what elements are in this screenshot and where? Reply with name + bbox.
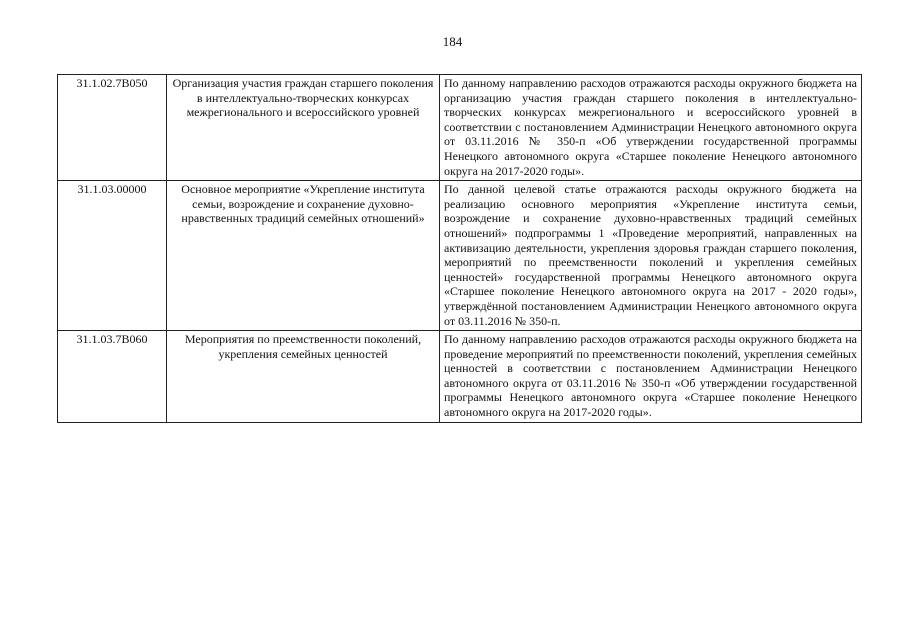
row-code: 31.1.02.7В050 — [58, 75, 167, 181]
row-name: Мероприятия по преемственности поколений, укрепления семейных ценностей — [167, 331, 440, 423]
budget-classification-table — [57, 74, 862, 423]
row-description: По данной целевой статье отражаются расходы окружного бюджета на реализацию основного мероприятия «Укрепление института семьи, возрождение и сохранение духовно-нравственных традиций семейных отношений» подпрограммы 1 «Проведение мероприятий, направленных на активизацию деятельности, укрепления здоровья граждан старшего поколения, мероприятий по преемственности поколений и укрепления семейных ценностей» государственной программы Ненецкого автономного округа «Старшее поколение Ненецкого автономного округа на 2017 - 2020 годы», утверждённой постановлением Администрации Ненецкого автономного округа от 03.11.2016 № 350-п. — [440, 181, 862, 331]
row-code: 31.1.03.00000 — [58, 181, 167, 331]
page-number: 184 — [442, 34, 463, 49]
row-name: Организация участия граждан старшего поколения в интеллектуально-творческих конкурсах межрегионального и всероссийского уровней — [167, 75, 440, 181]
row-description: По данному направлению расходов отражаются расходы окружного бюджета на проведение мероприятий по преемственности поколений, укрепления семейных ценностей в соответствии с постановлением Администрации Ненецкого автономного округа от 03.11.2016 № 350-п «Об утверждении государственной программы Ненецкого автономного округа «Старшее поколение Ненецкого автономного округа на 2017-2020 годы». — [440, 331, 862, 423]
table-row — [58, 331, 862, 423]
row-code: 31.1.03.7В060 — [58, 331, 167, 423]
table-row — [58, 75, 862, 181]
row-description: По данному направлению расходов отражаются расходы окружного бюджета на организацию участия граждан старшего поколения в интеллектуально-творческих конкурсах межрегионального и всероссийского уровней в соответствии с постановлением Администрации Ненецкого автономного округа от 03.11.2016 № 350-п «Об утверждении государственной программы Ненецкого автономного округа «Старшее поколение Ненецкого автономного округа на 2017-2020 годы». — [440, 75, 862, 181]
table-row — [58, 181, 862, 331]
row-name: Основное мероприятие «Укрепление института семьи, возрождение и сохранение духовно-нравственных традиций семейных отношений» — [167, 181, 440, 331]
